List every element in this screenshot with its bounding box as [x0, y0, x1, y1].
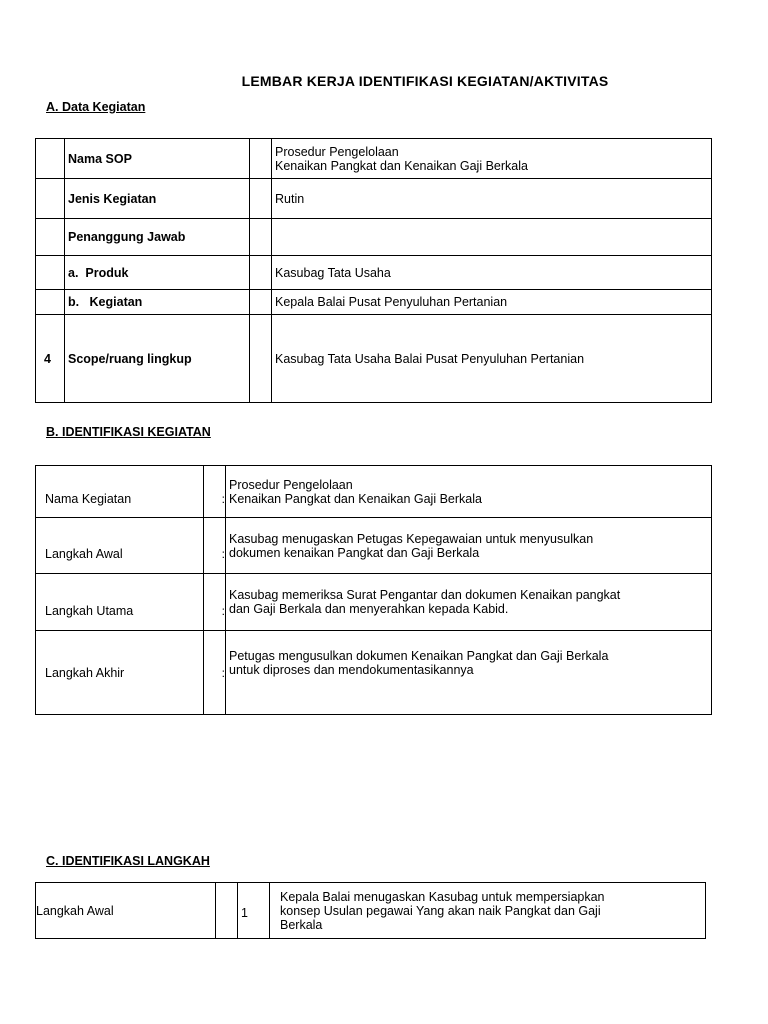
row-number: 4 [36, 315, 65, 403]
table-row [36, 139, 712, 179]
row-value: Prosedur Pengelolaan Kenaikan Pangkat dan Kenaikan Gaji Berkala [226, 466, 712, 518]
colon: : [204, 466, 226, 518]
row-label: Langkah Akhir [36, 631, 204, 715]
row-value: Kasubag memeriksa Surat Pengantar dan dokumen Kenaikan pangkat dan Gaji Berkala dan menyerahkan kepada Kabid. [226, 574, 712, 631]
row-label: Penanggung Jawab [65, 219, 250, 256]
section-c-heading: C. IDENTIFIKASI LANGKAH [46, 854, 210, 868]
colon: : [204, 574, 226, 631]
row-value: Kepala Balai menugaskan Kasubag untuk mempersiapkan konsep Usulan pegawai Yang akan naik Pangkat dan Gaji Berkala [270, 883, 706, 939]
table-row [36, 631, 712, 715]
section-a-heading: A. Data Kegiatan [46, 100, 146, 114]
page-title: LEMBAR KERJA IDENTIFIKASI KEGIATAN/AKTIVITAS [241, 73, 609, 89]
row-value [272, 219, 712, 256]
row-value: Rutin [272, 179, 712, 219]
row-value: Kasubag Tata Usaha Balai Pusat Penyuluhan Pertanian [272, 315, 712, 403]
spacer-cell [250, 256, 272, 290]
table-row [36, 883, 706, 939]
table-row [36, 290, 712, 315]
colon: : [204, 631, 226, 715]
table-row [36, 518, 712, 574]
row-label: a. Produk [65, 256, 250, 290]
row-label: Scope/ruang lingkup [65, 315, 250, 403]
row-value: Prosedur Pengelolaan Kenaikan Pangkat dan Kenaikan Gaji Berkala [272, 139, 712, 179]
table-row [36, 466, 712, 518]
row-label: Langkah Utama [36, 574, 204, 631]
section-b-heading: B. IDENTIFIKASI KEGIATAN [46, 425, 211, 439]
row-number [36, 290, 65, 315]
row-label: Jenis Kegiatan [65, 179, 250, 219]
identifikasi-kegiatan-table [35, 465, 712, 715]
spacer-cell [250, 219, 272, 256]
data-kegiatan-table [35, 138, 712, 403]
table-row [36, 256, 712, 290]
row-number [36, 256, 65, 290]
row-label: Nama Kegiatan [36, 466, 204, 518]
spacer-cell [250, 179, 272, 219]
row-label: Langkah Awal [36, 518, 204, 574]
row-value: Kasubag Tata Usaha [272, 256, 712, 290]
spacer-cell [216, 883, 238, 939]
row-label: Langkah Awal [36, 883, 216, 939]
row-number: 1 [238, 883, 270, 939]
row-value: Kasubag menugaskan Petugas Kepegawaian untuk menyusulkan dokumen kenaikan Pangkat dan Gaji Berkala [226, 518, 712, 574]
spacer-cell [250, 315, 272, 403]
row-number [36, 179, 65, 219]
spacer-cell [250, 139, 272, 179]
identifikasi-langkah-table [35, 882, 706, 939]
colon: : [204, 518, 226, 574]
row-value: Petugas mengusulkan dokumen Kenaikan Pangkat dan Gaji Berkala untuk diproses dan mendokumentasikannya [226, 631, 712, 715]
table-row [36, 315, 712, 403]
table-row [36, 219, 712, 256]
row-value: Kepala Balai Pusat Penyuluhan Pertanian [272, 290, 712, 315]
spacer-cell [250, 290, 272, 315]
row-number [36, 219, 65, 256]
row-label: Nama SOP [65, 139, 250, 179]
table-row [36, 179, 712, 219]
row-number [36, 139, 65, 179]
table-row [36, 574, 712, 631]
row-label: b. Kegiatan [65, 290, 250, 315]
